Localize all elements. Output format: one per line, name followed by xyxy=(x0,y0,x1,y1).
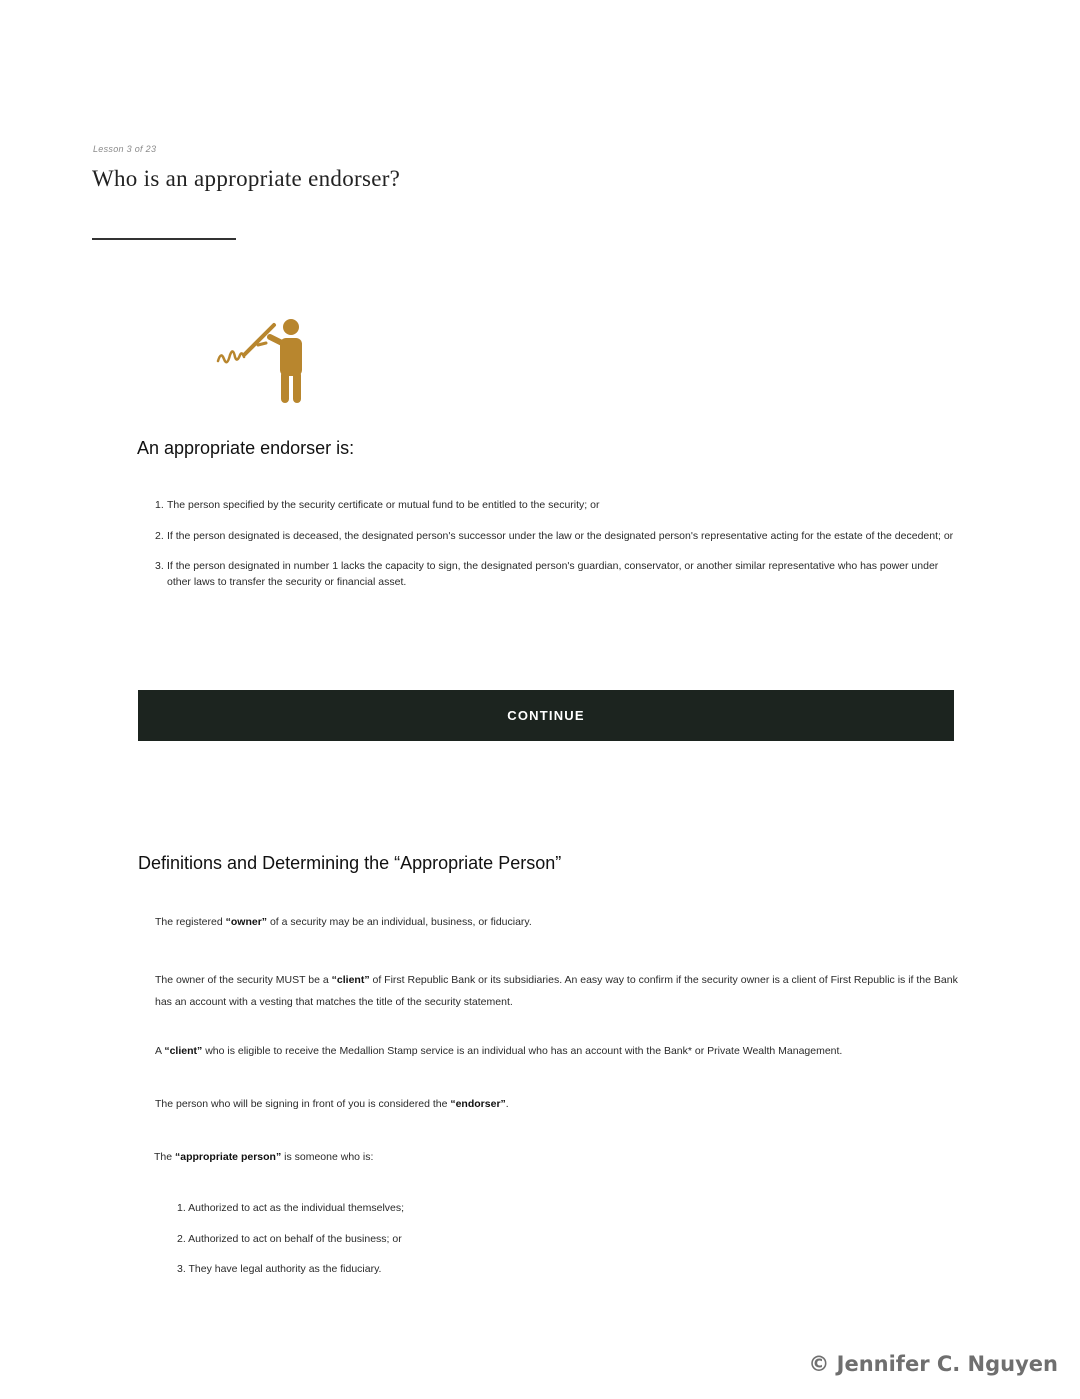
section-heading-endorser: An appropriate endorser is: xyxy=(137,438,355,458)
appropriate-person-paragraph: The “appropriate person” is someone who is: xyxy=(154,1151,374,1163)
list-number: 2. xyxy=(155,530,164,542)
section-heading-definitions: Definitions and Determining the “Appropriate Person” xyxy=(138,853,562,873)
page-title: Who is an appropriate endorser? xyxy=(92,166,401,191)
list-number: 3. xyxy=(155,560,164,572)
client-eligibility-paragraph: A “client” who is eligible to receive the Medallion Stamp service is an individual who has an account with the Bank* or Private Wealth Management. xyxy=(155,1045,843,1057)
list-item xyxy=(155,558,955,590)
list-item: 1. Authorized to act as the individual themselves; xyxy=(177,1202,405,1214)
list-item: 2. Authorized to act on behalf of the business; or xyxy=(177,1232,402,1245)
list-item: 3. They have legal authority as the fiduciary. xyxy=(177,1263,382,1275)
client-paragraph: The owner of the security MUST be a “client” of First Republic Bank or its subsidiaries. An easy way to confirm if the security owner is a client of First Republic is if the Bank has an account with a vesting that matches the title of the security statement. xyxy=(155,974,958,1008)
appropriate-person-list xyxy=(177,1202,877,1294)
list-item xyxy=(155,497,955,513)
list-text: If the person designated is deceased, the designated person's successor under the law or the designated person's representative acting for the estate of the decedent; or xyxy=(167,530,954,542)
endorser-definition-paragraph: The person who will be signing in front of you is considered the “endorser”. xyxy=(155,1098,509,1110)
list-text: The person specified by the security certificate or mutual fund to be entitled to the security; or xyxy=(167,499,600,511)
list-item xyxy=(155,528,955,544)
owner-paragraph: The registered “owner” of a security may be an individual, business, or fiduciary. xyxy=(155,916,532,928)
person-signing-icon xyxy=(214,313,318,408)
list-number: 1. xyxy=(155,499,164,511)
lesson-progress-label: Lesson 3 of 23 xyxy=(93,144,157,154)
copyright-watermark: © Jennifer C. Nguyen xyxy=(808,1352,1058,1376)
title-divider xyxy=(92,238,236,240)
continue-button[interactable]: CONTINUE xyxy=(138,690,954,741)
list-text: If the person designated in number 1 lacks the capacity to sign, the designated person's guardian, conservator, or another similar representative who has power under other laws to transfer the security or financial asset. xyxy=(167,560,939,588)
endorser-list xyxy=(155,497,955,590)
